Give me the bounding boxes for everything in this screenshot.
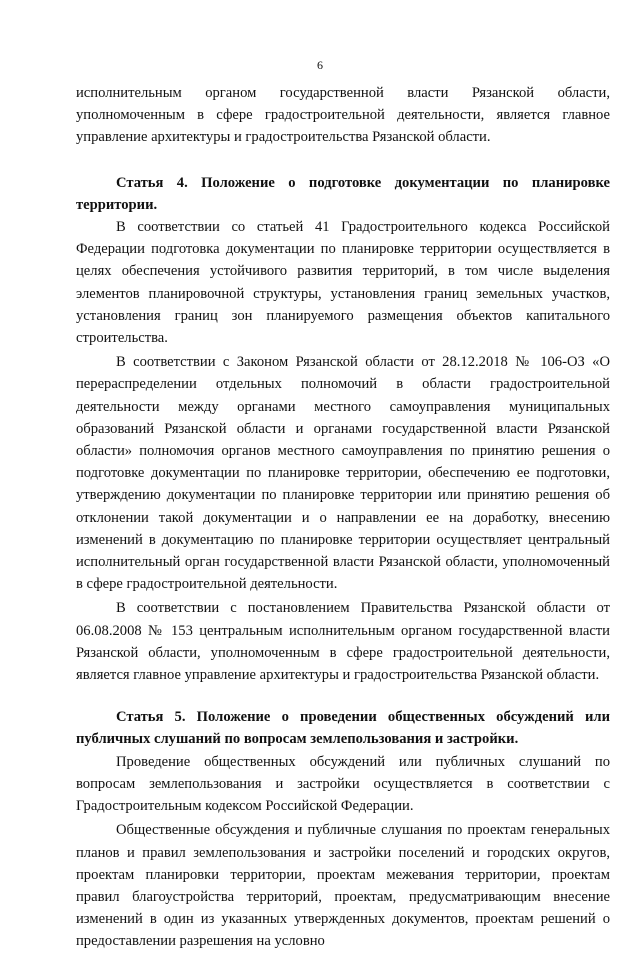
article-5-paragraph-2: Общественные обсуждения и публичные слушания по проектам генеральных планов и правил землепользования и застройки поселений и городских округов, проектам планировки территории, проектам межевания территории, проектам правил благоустройства территорий, проектам, предусматривающим внесение изменений в один из указанных утвержденных документов, проектам решений о предоставлении разрешения на условно [76,822,610,950]
document-body [76,60,610,953]
page-number: 6 [317,58,323,72]
article-4-paragraph-3: В соответствии с постановлением Правительства Рязанской области от 06.08.2008 № 153 центральным исполнительным органом государственной власти Рязанской области, уполномоченным в сфере градостроительной деятельности, является главное управление архитектуры и градостроительства Рязанской области. [76,600,610,684]
article-4-paragraph-1: В соответствии со статьей 41 Градостроительного кодекса Российской Федерации подготовка документации по планировке территории осуществляется в целях обеспечения устойчивого развития территорий, в том числе выделения элементов планировочной структуры, установления границ земельных участков, установления границ зон планируемого размещения объектов капитального строительства. [76,219,610,347]
article-4-heading: Статья 4. Положение о подготовке документации по планировке территории. [76,174,610,213]
article-5-paragraph-1: Проведение общественных обсуждений или публичных слушаний по вопросам землепользования и застройки осуществляется в соответствии с Градостроительным кодексом Российской Федерации. [76,753,610,815]
paragraph-continuation: исполнительным органом государственной власти Рязанской области, уполномоченным в сфере градостроительной деятельности, является главное управление архитектуры и градостроительства Рязанской области. [76,85,610,146]
article-5-heading: Статья 5. Положение о проведении общественных обсуждений или публичных слушаний по вопросам землепользования и застройки. [76,709,610,748]
article-4-paragraph-2: В соответствии с Законом Рязанской области от 28.12.2018 № 106-ОЗ «О перераспределении отдельных полномочий в области градостроительной деятельности между органами местного самоуправления муниципальных образований Рязанской области и органами государственной власти Рязанской области» полномочия органов местного самоуправления по принятию решения о подготовке документации по планировке территории, обеспечению ее подготовки, утверждению документации по планировке территории или принятию решения об отклонении такой документации и о направлении ее на доработку, внесению изменений в документацию по планировке территории осуществляет центральный исполнительный орган государственной власти Рязанской области, уполномоченный в сфере градостроительной деятельности. [76,354,610,593]
